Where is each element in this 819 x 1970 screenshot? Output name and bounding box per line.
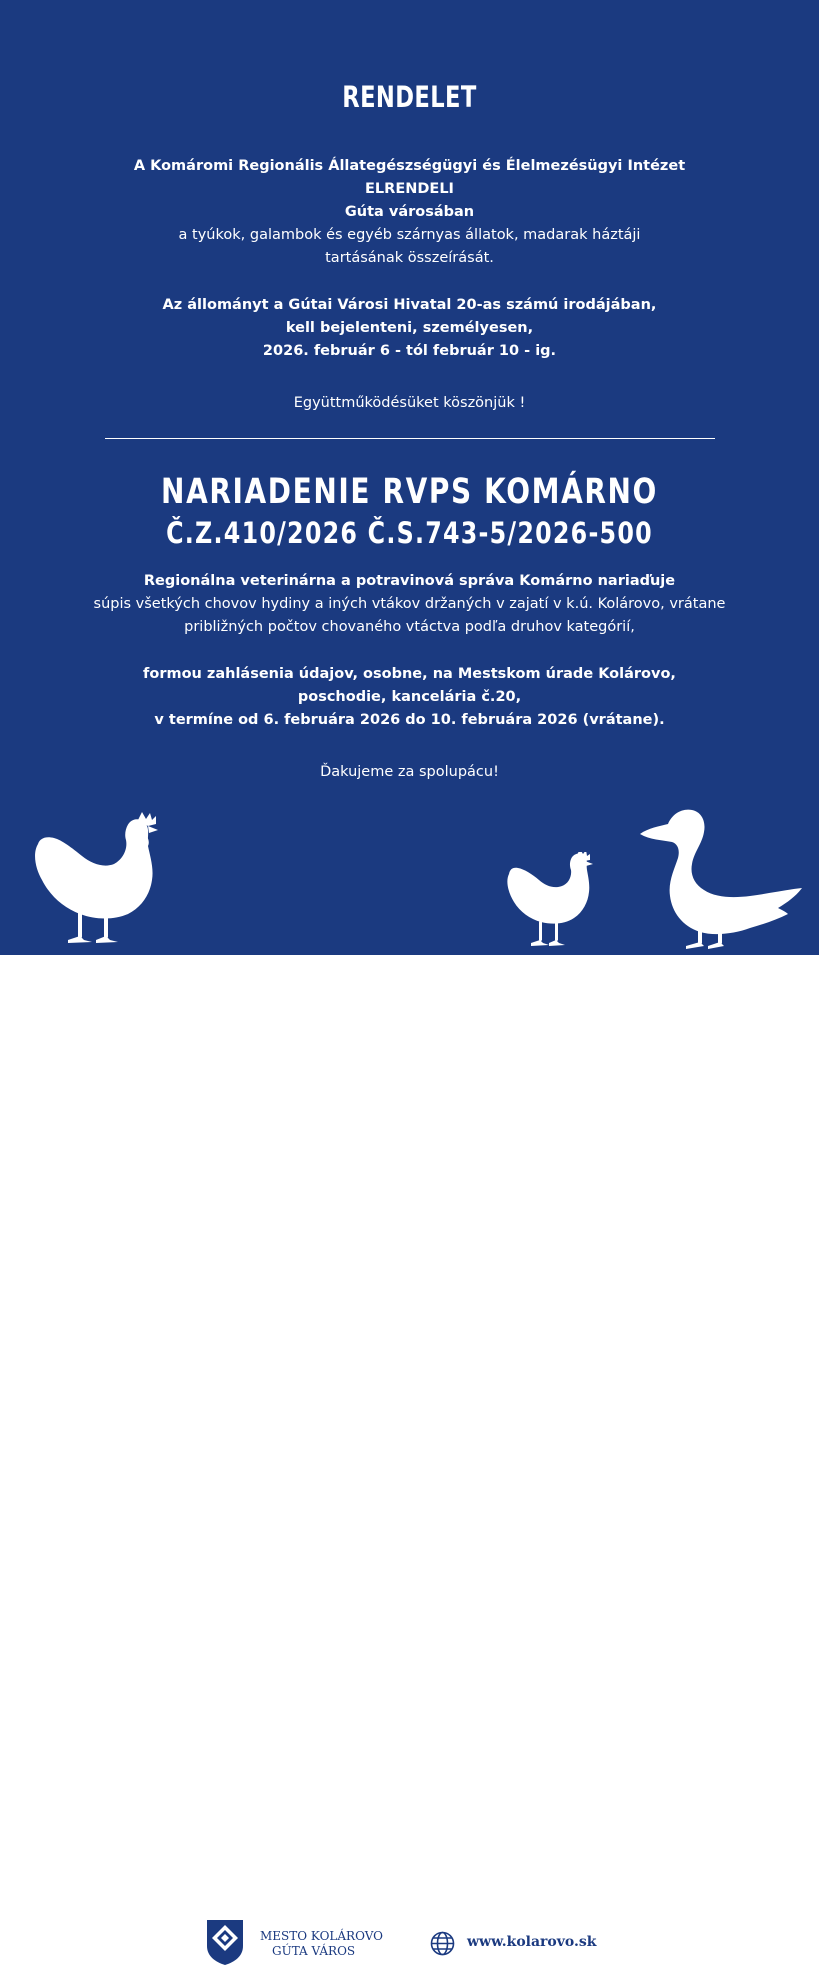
hungarian-intro-line: Gúta városában bbox=[344, 204, 475, 220]
hungarian-intro bbox=[0, 155, 819, 270]
town-name-slovak: MESTO KOLÁROVO bbox=[260, 1929, 383, 1943]
slovak-instruction-line: formou zahlásenia údajov, osobne, na Mestskom úrade Kolárovo, bbox=[143, 666, 676, 682]
slovak-instruction-line: poschodie, kancelária č.20, bbox=[297, 689, 522, 705]
hungarian-instruction-line: Az állományt a Gútai Városi Hivatal 20-as számú irodájában, bbox=[162, 297, 657, 313]
hungarian-instructions bbox=[0, 294, 819, 363]
website-link[interactable]: www.kolarovo.sk bbox=[467, 1934, 597, 1950]
hungarian-instruction-line: kell bejelenteni, személyesen, bbox=[285, 320, 534, 336]
hungarian-title: RENDELET bbox=[342, 80, 477, 114]
announcement-poster bbox=[0, 0, 819, 955]
slovak-intro-line: súpis všetkých chovov hydiny a iných vtákov držaných v zajatí v k.ú. Kolárovo, vrátane bbox=[93, 596, 726, 612]
hungarian-instruction-line: 2026. február 6 - tól február 10 - ig. bbox=[262, 343, 557, 359]
hen-silhouette-left bbox=[30, 810, 170, 950]
globe-icon bbox=[430, 1931, 455, 1956]
hungarian-intro-line: A Komáromi Regionális Állategészségügyi és Élelmezésügyi Intézet bbox=[133, 158, 686, 174]
footer bbox=[0, 955, 819, 1958]
town-name-hungarian: GÚTA VÁROS bbox=[272, 1944, 356, 1958]
slovak-instruction-line: v termíne od 6. februára 2026 do 10. februára 2026 (vrátane). bbox=[154, 712, 665, 728]
duck-silhouette bbox=[638, 808, 808, 953]
hungarian-intro-line: a tyúkok, galambok és egyéb szárnyas állatok, madarak háztáji bbox=[178, 227, 641, 243]
hungarian-thanks: Együttműködésüket köszönjük ! bbox=[293, 395, 526, 411]
section-divider bbox=[105, 438, 715, 439]
slovak-instructions bbox=[0, 663, 819, 732]
slovak-thanks: Ďakujeme za spolupácu! bbox=[320, 764, 499, 780]
hungarian-intro-line: ELRENDELI bbox=[365, 181, 454, 197]
slovak-intro-line: približných počtov chovaného vtáctva podľa druhov kategórií, bbox=[184, 619, 635, 635]
slovak-title: NARIADENIE RVPS KOMÁRNO bbox=[161, 472, 658, 512]
slovak-intro-line: Regionálna veterinárna a potravinová správa Komárno nariaďuje bbox=[143, 573, 676, 589]
slovak-reference-number: Č.Z.410/2026 Č.S.743-5/2026-500 bbox=[166, 516, 653, 550]
town-emblem-icon bbox=[205, 1918, 245, 1966]
hen-silhouette-middle bbox=[505, 852, 600, 950]
hungarian-intro-line: tartásának összeírását. bbox=[325, 250, 494, 266]
town-logo-text bbox=[260, 1929, 383, 1959]
slovak-intro bbox=[0, 570, 819, 639]
